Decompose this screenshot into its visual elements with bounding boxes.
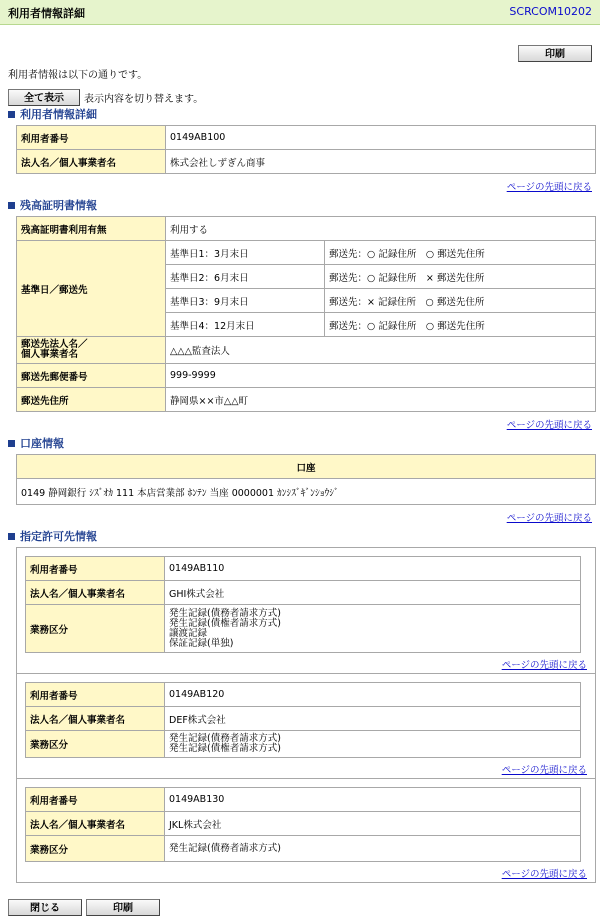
address-value: 静岡県××市△△町 — [166, 388, 596, 412]
address-label: 郵送先住所 — [17, 388, 166, 412]
permitted-name-label: 法人名／個人事業者名 — [26, 581, 165, 605]
postal-label: 郵送先郵便番号 — [17, 364, 166, 388]
usage-label: 残高証明書利用有無 — [17, 217, 166, 241]
base-date-1: 基準日1：3月末日 — [166, 241, 325, 265]
balance-table — [16, 216, 596, 412]
permitted-type-label: 業務区分 — [26, 731, 165, 758]
mail-option-3: 郵送先：× 記録住所 ○ 郵送先住所 — [325, 289, 596, 313]
permitted-entry — [17, 548, 595, 674]
page-top-link[interactable]: ページの先頭に戻る — [501, 660, 587, 671]
close-button[interactable]: 閉じる — [8, 899, 82, 916]
print-button-bottom[interactable]: 印刷 — [86, 899, 160, 916]
permitted-number-label: 利用者番号 — [26, 683, 165, 707]
permitted-number-value: 0149AB130 — [165, 788, 581, 812]
square-bullet-icon — [8, 533, 15, 540]
permitted-type-label: 業務区分 — [26, 605, 165, 653]
permitted-type-value: 発生記録(債務者請求方式) 発生記録(債権者請求方式) 譲渡記録 保証記録(単独) — [165, 605, 581, 653]
intro-text: 利用者情報は以下の通りです。 — [8, 70, 148, 81]
mail-option-1: 郵送先：○ 記録住所 ○ 郵送先住所 — [325, 241, 596, 265]
permitted-table-2 — [25, 682, 581, 758]
permitted-section-title: 指定許可先情報 — [8, 529, 592, 543]
permitted-type-label: 業務区分 — [26, 836, 165, 862]
permitted-name-label: 法人名／個人事業者名 — [26, 812, 165, 836]
usage-value: 利用する — [166, 217, 596, 241]
page-top-link[interactable]: ページの先頭に戻る — [506, 182, 592, 193]
recipient-value: △△△監査法人 — [166, 337, 596, 364]
screen-code: SCRCOM10202 — [509, 5, 592, 18]
permitted-number-value: 0149AB120 — [165, 683, 581, 707]
permitted-entry — [17, 779, 595, 882]
permitted-number-label: 利用者番号 — [26, 788, 165, 812]
page-top-link[interactable]: ページの先頭に戻る — [506, 420, 592, 431]
page-top-link[interactable]: ページの先頭に戻る — [506, 513, 592, 524]
page-top-link[interactable]: ページの先頭に戻る — [501, 869, 587, 880]
page-title: 利用者情報詳細 — [8, 7, 85, 20]
base-date-2: 基準日2：6月末日 — [166, 265, 325, 289]
square-bullet-icon — [8, 202, 15, 209]
account-section-title: 口座情報 — [8, 436, 592, 450]
show-all-button[interactable]: 全て表示 — [8, 89, 80, 106]
user-detail-section-title: 利用者情報詳細 — [8, 107, 592, 121]
company-name-label: 法人名／個人事業者名 — [17, 150, 166, 174]
toggle-description: 表示内容を切り替えます。 — [84, 94, 204, 105]
company-name-value: 株式会社しずぎん商事 — [166, 150, 596, 174]
permitted-entry — [17, 674, 595, 779]
base-date-3: 基準日3：9月末日 — [166, 289, 325, 313]
base-date-4: 基準日4：12月末日 — [166, 313, 325, 337]
recipient-label: 郵送先法人名／ 個人事業者名 — [17, 337, 166, 364]
permitted-name-value: JKL株式会社 — [165, 812, 581, 836]
permitted-type-value: 発生記録(債務者請求方式) — [165, 836, 581, 862]
permitted-name-value: GHI株式会社 — [165, 581, 581, 605]
user-number-label: 利用者番号 — [17, 126, 166, 150]
header-bar — [0, 0, 600, 25]
print-button-top[interactable]: 印刷 — [518, 45, 592, 62]
account-value: 0149 静岡銀行 ｼｽﾞｵｶ 111 本店営業部 ﾎﾝﾃﾝ 当座 0000001 ｶﾝｼｽﾞｷﾞﾝｼｮｳｼﾞ — [17, 479, 596, 505]
permitted-name-value: DEF株式会社 — [165, 707, 581, 731]
permitted-number-label: 利用者番号 — [26, 557, 165, 581]
mail-option-4: 郵送先：○ 記録住所 ○ 郵送先住所 — [325, 313, 596, 337]
page-top-link[interactable]: ページの先頭に戻る — [501, 765, 587, 776]
account-header: 口座 — [17, 455, 596, 479]
permitted-table-1 — [25, 556, 581, 653]
permitted-number-value: 0149AB110 — [165, 557, 581, 581]
permitted-type-value: 発生記録(債務者請求方式) 発生記録(債権者請求方式) — [165, 731, 581, 758]
square-bullet-icon — [8, 440, 15, 447]
square-bullet-icon — [8, 111, 15, 118]
user-number-value: 0149AB100 — [166, 126, 596, 150]
user-detail-table — [16, 125, 596, 174]
permitted-table-3 — [25, 787, 581, 862]
postal-value: 999-9999 — [166, 364, 596, 388]
permitted-box — [16, 547, 596, 883]
permitted-name-label: 法人名／個人事業者名 — [26, 707, 165, 731]
base-date-label: 基準日／郵送先 — [17, 241, 166, 337]
mail-option-2: 郵送先：○ 記録住所 × 郵送先住所 — [325, 265, 596, 289]
account-table — [16, 454, 596, 505]
balance-section-title: 残高証明書情報 — [8, 198, 592, 212]
